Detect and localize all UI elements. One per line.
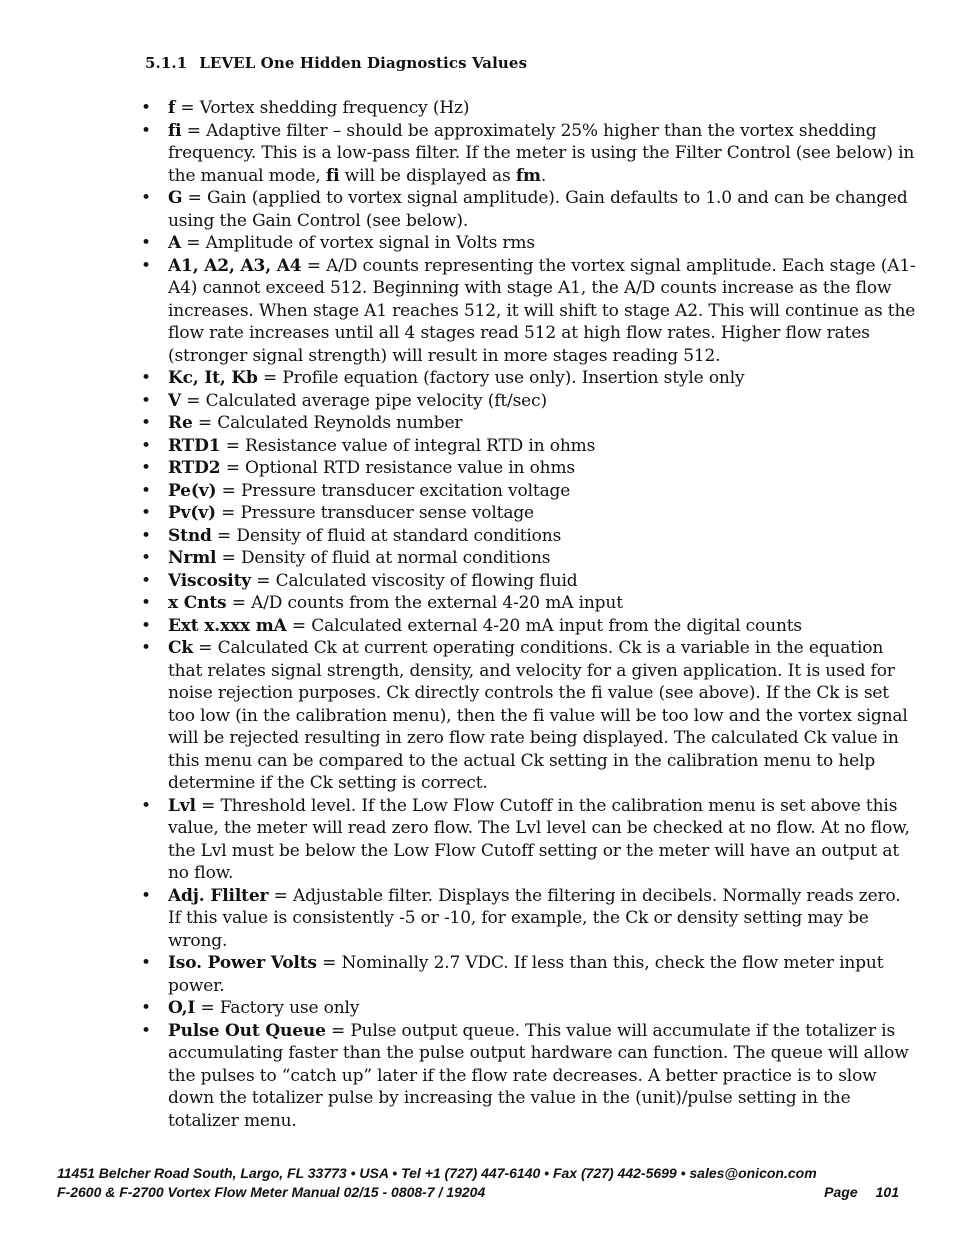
definition-term-inline: fm — [515, 165, 541, 186]
definition-term: Pv(v) — [168, 503, 216, 523]
list-item — [168, 885, 916, 953]
definition-term: Kc, It, Kb — [168, 368, 258, 388]
footer-manual-line — [57, 1183, 899, 1201]
definition-term: Iso. Power Volts — [168, 953, 317, 973]
definition-term: V — [168, 390, 182, 411]
list-item — [168, 457, 916, 480]
footer-address: 11451 Belcher Road South, Largo, FL 33773 • USA • Tel +1 (727) 447-6140 • Fax (727) 442-5699 • sales@onicon.com — [57, 1165, 817, 1181]
definition-text: = Vortex shedding frequency (Hz) — [175, 98, 470, 118]
definition-text: = Calculated average pipe velocity (ft/sec) — [181, 390, 547, 411]
definition-text: = Adjustable filter. Displays the filtering in decibels. Normally reads zero. If this value is consistently -5 or -10, for example, the Ck or density setting may be wrong. — [168, 885, 901, 951]
footer-manual-title: F-2600 & F-2700 Vortex Flow Meter Manual 02/15 - 0808-7 / 19204 — [57, 1184, 486, 1200]
definition-text: = Calculated Reynolds number — [192, 413, 463, 433]
list-item — [168, 255, 916, 368]
definition-text: = Adaptive filter – should be approximately 25% higher than the vortex shedding frequency. This is a low-pass filter. If the meter is using the Filter Control (see below) in the manual mode, — [168, 120, 915, 186]
list-item — [168, 525, 916, 548]
definition-term-inline: fi — [325, 165, 340, 186]
definition-term: Nrml — [168, 548, 217, 568]
list-item — [168, 435, 916, 458]
list-item — [168, 367, 916, 390]
definition-term: RTD2 — [168, 458, 221, 478]
definition-text: . — [540, 165, 547, 186]
definition-text: = A/D counts representing the vortex signal amplitude. Each stage (A1-A4) cannot exceed 512. Beginning with stage A1, the A/D counts increase as the flow increases. When stage A1 reaches 512, it will shift to stage A2. This will continue as the flow rate increases until all 4 stages read 512 at high flow rates. Higher flow rates (stronger signal strength) will result in more stages reading 512. — [168, 255, 916, 366]
definition-text: = Calculated Ck at current operating conditions. Ck is a variable in the equation that relates signal strength, density, and velocity for a given application. It is used for noise rejection purposes. Ck directly controls the fi value (see above). If the Ck is set too low (in the calibration menu), then the fi value will be too low and the vortex signal will be rejected resulting in zero flow rate being displayed. The calculated Ck value in this menu can be compared to the actual Ck setting in the calibration menu to help determine if the Ck setting is correct. — [168, 638, 908, 793]
definition-text: = Density of fluid at standard conditions — [211, 525, 562, 546]
section-number: 5.1.1 — [145, 54, 188, 72]
definition-term: Stnd — [168, 525, 212, 546]
definition-term: Viscosity — [168, 570, 252, 591]
definition-term: RTD1 — [168, 435, 221, 456]
definition-term: Adj. Flilter — [168, 885, 269, 906]
definition-text: will be displayed as — [339, 165, 516, 186]
list-item — [168, 390, 916, 413]
definition-term: Pulse Out Queue — [168, 1020, 326, 1041]
list-item — [168, 1020, 916, 1133]
definition-term: x Cnts — [168, 593, 227, 613]
definition-text: = Optional RTD resistance value in ohms — [220, 458, 576, 478]
definition-term: A1, A2, A3, A4 — [168, 255, 302, 276]
definition-text: = Calculated viscosity of flowing fluid — [251, 570, 578, 591]
definition-text: = Calculated external 4-20 mA input from the digital counts — [286, 615, 802, 636]
list-item — [168, 187, 916, 232]
definition-text: = Amplitude of vortex signal in Volts rms — [181, 233, 535, 253]
definition-text: = A/D counts from the external 4-20 mA input — [226, 593, 623, 613]
diagnostics-definition-list — [168, 97, 916, 1132]
list-item — [168, 97, 916, 120]
definition-term: A — [168, 233, 182, 253]
list-item — [168, 592, 916, 615]
list-item — [168, 615, 916, 638]
definition-text: = Density of fluid at normal conditions — [216, 548, 551, 568]
definition-term: fi — [168, 120, 182, 141]
definition-term: G — [168, 188, 183, 208]
definition-text: = Profile equation (factory use only). Insertion style only — [257, 368, 745, 388]
list-item — [168, 412, 916, 435]
definition-text: = Threshold level. If the Low Flow Cutoff in the calibration menu is set above this value, the meter will read zero flow. The Lvl level can be checked at no flow. At no flow, the Lvl must be below the Low Flow Cutoff setting or the meter will have an output at no flow. — [168, 795, 910, 883]
list-item — [168, 570, 916, 593]
list-item — [168, 952, 916, 997]
list-item — [168, 547, 916, 570]
section-title: LEVEL One Hidden Diagnostics Values — [199, 54, 528, 72]
list-item — [168, 120, 916, 188]
list-item — [168, 997, 916, 1020]
list-item — [168, 502, 916, 525]
definition-term: O,I — [168, 998, 196, 1018]
definition-term: Pe(v) — [168, 480, 217, 501]
definition-text: = Nominally 2.7 VDC. If less than this, check the flow meter input power. — [168, 953, 884, 996]
list-item — [168, 637, 916, 795]
definition-text: = Resistance value of integral RTD in ohms — [220, 435, 596, 456]
definition-text: = Gain (applied to vortex signal amplitude). Gain defaults to 1.0 and can be changed using the Gain Control (see below). — [168, 188, 908, 231]
list-item — [168, 795, 916, 885]
list-item — [168, 480, 916, 503]
definition-text: = Factory use only — [195, 998, 360, 1018]
definition-term: Re — [168, 413, 193, 433]
definition-term: f — [168, 98, 176, 118]
page-label: Page — [824, 1184, 858, 1200]
definition-term: Ext x.xxx mA — [168, 615, 287, 636]
list-item — [168, 232, 916, 255]
definition-term: Lvl — [168, 795, 196, 816]
section-heading — [145, 54, 527, 72]
page-number-block — [824, 1183, 899, 1201]
definition-term: Ck — [168, 638, 194, 658]
definition-text: = Pressure transducer excitation voltage — [216, 480, 571, 501]
definition-text: = Pulse output queue. This value will accumulate if the totalizer is accumulating faster than the pulse output hardware can function. The queue will allow the pulses to “catch up” later if the flow rate decreases. A better practice is to slow down the totalizer pulse by increasing the value in the (unit)/pulse setting in the totalizer menu. — [168, 1020, 909, 1131]
definition-text: = Pressure transducer sense voltage — [215, 503, 534, 523]
page-number: 101 — [875, 1184, 899, 1200]
